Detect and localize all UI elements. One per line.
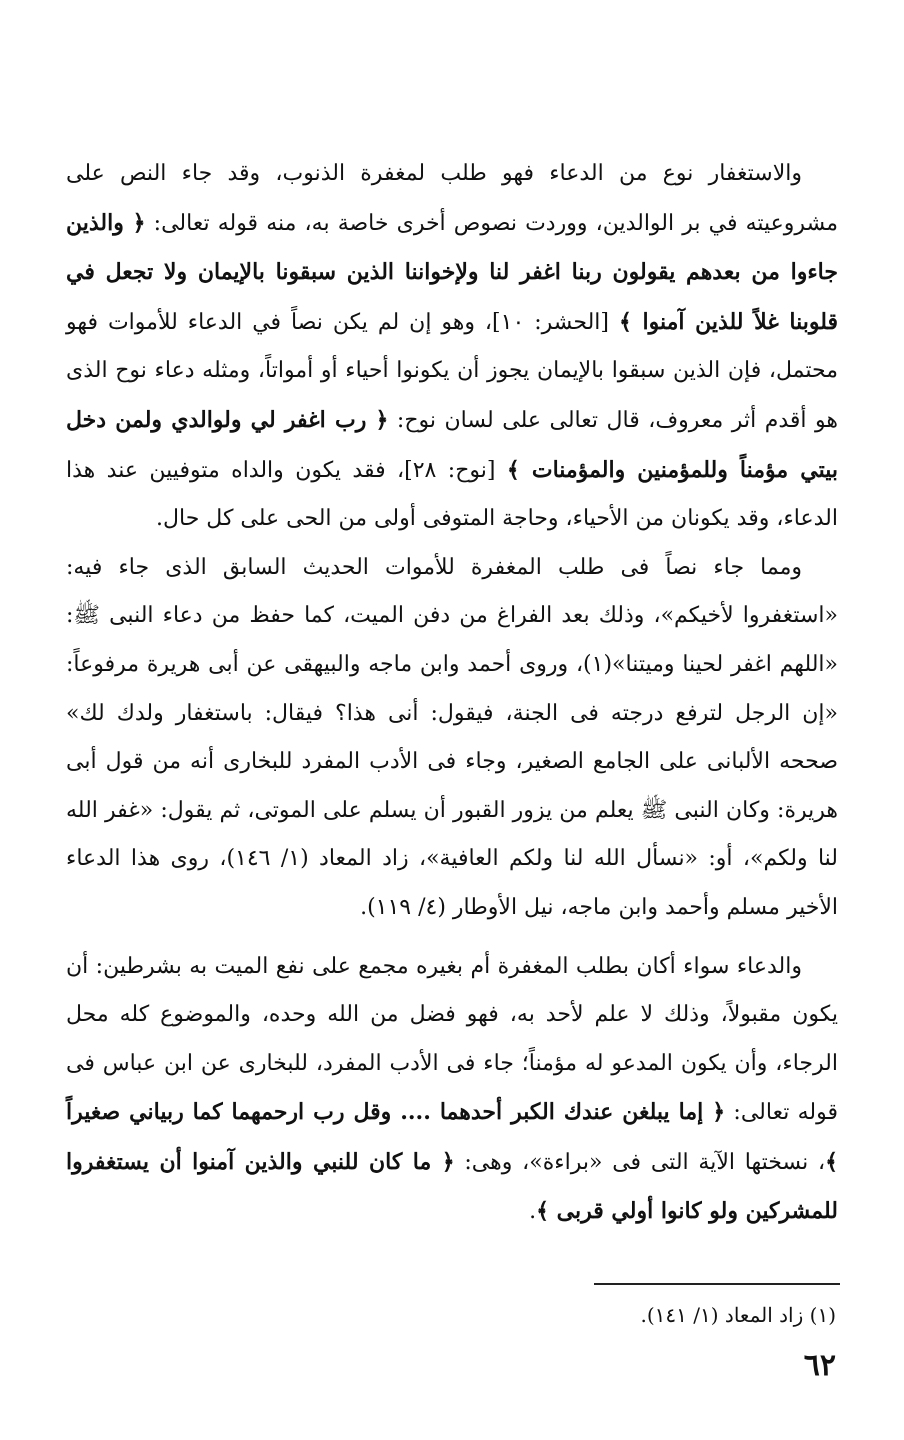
paragraph [66, 943, 838, 1238]
text-run: والاستغفار نوع من الدعاء فهو طلب لمغفرة الذنوب، وقد جاء النص على مشروعيته في بر الوالدين، ووردت نصوص أخرى خاصة به، منه قوله تعالى: [66, 161, 838, 236]
footnote: (١) زاد المعاد (١/ ١٤١). [640, 1303, 836, 1327]
paragraph [66, 150, 838, 544]
quran-verse: ﴿ رب اغفر لي ولوالدي ولمن دخل بيتي مؤمناً وللمؤمنين والمؤمنات ﴾ [66, 406, 838, 483]
text-run: ، نسختها الآية التى فى «براءة»، وهى: [454, 1149, 826, 1175]
footnote-divider [594, 1283, 840, 1285]
main-text [66, 150, 838, 1237]
page-number: ٦٢ [803, 1348, 836, 1383]
text-run: [نوح: ٢٨]، فقد يكون والداه متوفيين عند هذا الدعاء، وقد يكونان من الأحياء، وحاجة المتوفى أولى من الحى على كل حال. [66, 457, 838, 532]
quran-verse: ﴿ والذين جاءوا من بعدهم يقولون ربنا اغفر لنا ولإخواننا الذين سبقونا بالإيمان ولا تجعل في قلوبنا غلاً للذين آمنوا ﴾ [66, 209, 839, 335]
text-run: ومما جاء نصاً فى طلب المغفرة للأموات الحديث السابق الذى جاء فيه: «استغفروا لأخيكم»، وذلك بعد الفراغ من دفن الميت، كما حفظ من دعاء النبى ﷺ: «اللهم اغفر لحينا وميتنا»(١)، وروى أحمد وابن ماجه والبيهقى عن أبى هريرة مرفوعاً: «إن الرجل لترفع درجته فى الجنة، فيقول: أنى هذا؟ فيقال: باستغفار ولدك لك» صححه الألبانى على الجامع الصغير، وجاء فى الأدب المفرد للبخارى أنه من قول أبى هريرة: وكان النبى ﷺ يعلم من يزور القبور أن يسلم على الموتى، ثم يقول: «غفر الله لنا ولكم»، أو: «نسأل الله لنا ولكم العافية»، زاد المعاد (١/ ١٤٦)، روى هذا الدعاء الأخير مسلم وأحمد وابن ماجه، نيل الأوطار (٤/ ١١٩). [66, 554, 838, 920]
text-run: . [529, 1199, 537, 1225]
text-run: [الحشر: ١٠]، وهو إن لم يكن نصاً في الدعاء للأموات فهو محتمل، فإن الذين سبقوا بالإيمان يجوز أن يكونوا أحياء أو أمواتاً، ومثله دعاء نوح الذى هو أقدم أثر معروف، قال تعالى على لسان نوح: [66, 309, 838, 433]
paragraph [66, 544, 838, 933]
quran-verse: ﴿ ما كان للنبي والذين آمنوا أن يستغفروا للمشركين ولو كانوا أولي قربى ﴾ [66, 1148, 838, 1225]
text-run: والدعاء سواء أكان بطلب المغفرة أم بغيره مجمع على نفع الميت به بشرطين: أن يكون مقبولاً، وذلك لا علم لأحد به، فهو فضل من الله وحده، والموضوع كله محل الرجاء، وأن يكون المدعو له مؤمناً؛ جاء فى الأدب المفرد، للبخارى عن ابن عباس فى قوله تعالى: [66, 953, 839, 1126]
quran-verse: ﴿ إما يبلغن عندك الكبر أحدهما .... وقل رب ارحمهما كما ربياني صغيراً ﴾ [66, 1099, 838, 1175]
